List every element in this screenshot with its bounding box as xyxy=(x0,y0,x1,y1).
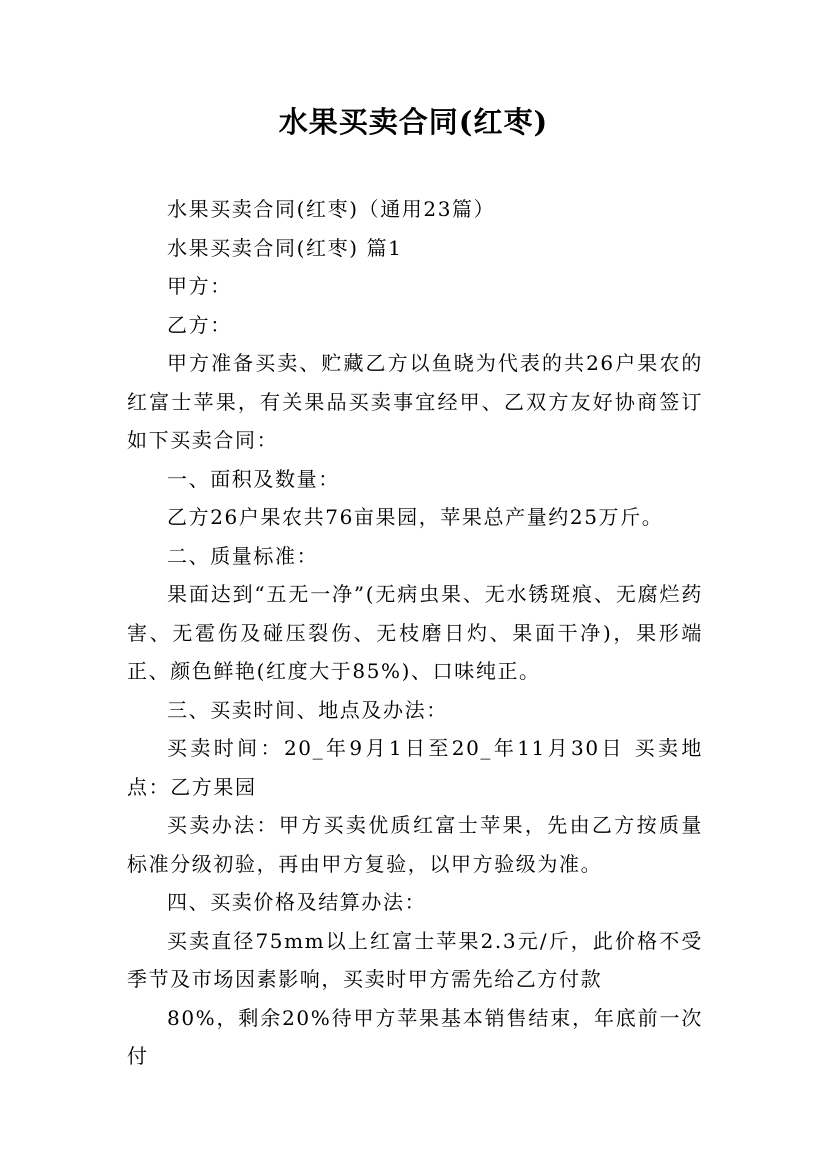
paragraph-heading-area: 一、面积及数量： xyxy=(167,466,340,491)
paragraph-heading-price: 四、买卖价格及结算办法： xyxy=(167,890,427,914)
paragraph-method: 买卖办法：甲方买卖优质红富士苹果，先由乙方按质量标准分级初验，再由甲方复验，以甲方验级为准。 xyxy=(127,813,703,876)
paragraph-time: 买卖时间：20_年9月1日至20_年11月30日 买卖地点：乙方果园 xyxy=(127,736,703,799)
paragraph-price: 买卖直径75mm以上红富士苹果2.3元/斤，此价格不受季节及市场因素影响，买卖时甲方需先给乙方付款 xyxy=(127,928,703,991)
document-body xyxy=(127,190,703,1076)
paragraph-party-a: 甲方： xyxy=(167,274,232,298)
paragraph-heading-quality: 二、质量标准： xyxy=(167,543,319,568)
paragraph-payment: 80%，剩余20%待甲方苹果基本销售结束，年底前一次付 xyxy=(127,1005,703,1068)
paragraph-area: 乙方26户果农共76亩果园，苹果总产量约25万斤。 xyxy=(167,505,664,529)
paragraph-section-heading: 水果买卖合同(红枣) 篇1 xyxy=(167,235,403,260)
paragraph-party-b: 乙方： xyxy=(167,312,232,337)
paragraph-subtitle: 水果买卖合同(红枣)（通用23篇） xyxy=(167,197,496,221)
document-title: 水果买卖合同(红枣) xyxy=(278,105,549,139)
paragraph-quality: 果面达到“五无一净”(无病虫果、无水锈斑痕、无腐烂药害、无雹伤及碰压裂伤、无枝磨日灼、果面干净)，果形端正、颜色鲜艳(红度大于85%)、口味纯正。 xyxy=(127,582,703,683)
paragraph-intro: 甲方准备买卖、贮藏乙方以鱼晓为代表的共26户果农的红富士苹果，有关果品买卖事宜经甲、乙双方友好协商签订如下买卖合同： xyxy=(127,351,703,452)
paragraph-heading-time: 三、买卖时间、地点及办法： xyxy=(167,697,448,722)
